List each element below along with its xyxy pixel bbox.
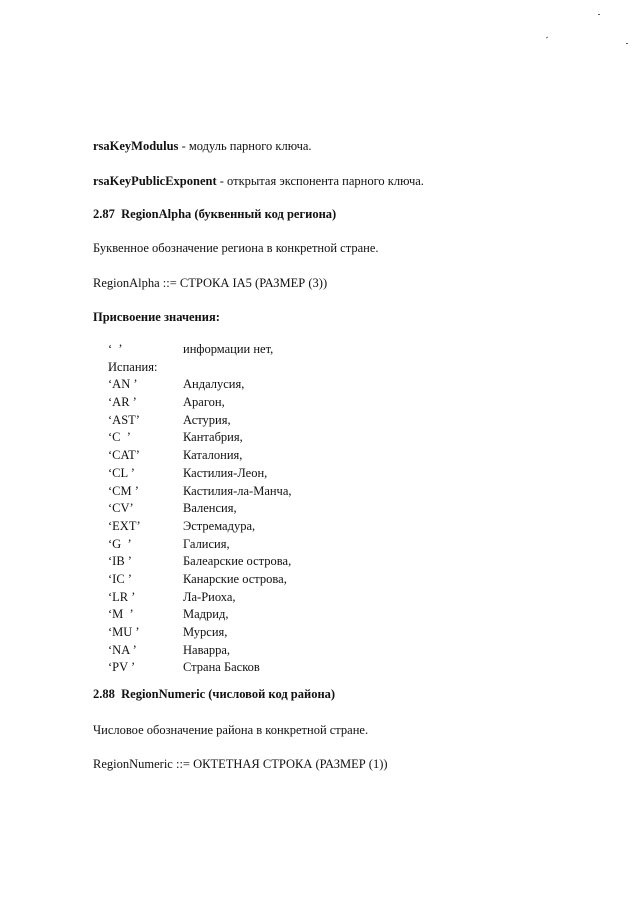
region-name: Галисия, <box>183 536 230 551</box>
region-code: ‘NA ’ <box>108 642 137 657</box>
region-code: ‘AR ’ <box>108 395 137 410</box>
region-code: ‘ ’ <box>108 342 123 356</box>
region-name: Каталония, <box>183 448 243 463</box>
region-name: Кастилия-ла-Манча, <box>183 483 292 498</box>
region-name: Кантабрия, <box>183 430 243 445</box>
region-code: ‘AST’ <box>108 412 140 427</box>
region-code: ‘IC ’ <box>108 571 132 586</box>
region-name: Ла-Риоха, <box>183 589 236 604</box>
region-name: Валенсия, <box>183 501 237 516</box>
region-code: ‘M ’ <box>108 607 134 622</box>
region-code: ‘MU ’ <box>108 625 140 639</box>
section-title: RegionNumeric (числовой код района) <box>121 687 336 701</box>
scan-speck <box>598 14 600 15</box>
region-name: Мурсия, <box>183 625 228 639</box>
region-code: ‘CL ’ <box>108 465 135 480</box>
region-numeric-paragraph: Числовое обозначение района в конкретной стране. <box>93 723 369 737</box>
region-name: информации нет, <box>183 342 274 356</box>
scan-speck <box>546 36 548 38</box>
region-name: Страна Басков <box>183 660 260 675</box>
region-code: ‘AN ’ <box>108 377 138 392</box>
section-title: RegionAlpha (буквенный код региона) <box>121 207 337 221</box>
region-name: Астурия, <box>183 412 231 427</box>
region-name: Наварра, <box>183 642 231 657</box>
region-name: Эстремадура, <box>183 518 256 533</box>
rsa-modulus-definition <box>93 139 312 154</box>
region-name: Балеарские острова, <box>183 554 292 569</box>
region-code: ‘C ’ <box>108 430 131 445</box>
rsa-exponent-description: - открытая экспонента парного ключа. <box>216 174 424 188</box>
rsa-exponent-definition <box>93 174 424 189</box>
region-code: ‘IB ’ <box>108 554 132 569</box>
region-code: ‘PV ’ <box>108 660 136 675</box>
rsa-exponent-term: rsaKeyPublicExponent <box>93 174 217 188</box>
region-code: ‘EXT’ <box>108 518 141 533</box>
section-heading-2-87 <box>93 207 336 222</box>
region-numeric-definition: RegionNumeric ::= ОКТЕТНАЯ СТРОКА (РАЗМЕР (1)) <box>93 757 388 771</box>
rsa-modulus-description: - модуль парного ключа. <box>178 139 312 153</box>
region-code: ‘CV’ <box>108 501 134 516</box>
region-name: Кастилия-Леон, <box>183 465 268 480</box>
section-number: 2.87 <box>93 207 115 221</box>
region-code: ‘CM ’ <box>108 483 139 498</box>
region-name: Мадрид, <box>183 607 229 622</box>
region-name: Андалусия, <box>183 377 245 392</box>
region-code: Испания: <box>108 359 158 374</box>
region-alpha-paragraph: Буквенное обозначение региона в конкретной стране. <box>93 241 379 255</box>
region-code: ‘CAT’ <box>108 448 140 463</box>
region-name: Арагон, <box>183 395 225 410</box>
scan-speck <box>626 43 628 44</box>
region-code: ‘LR ’ <box>108 589 136 604</box>
region-code: ‘G ’ <box>108 536 132 551</box>
rsa-modulus-term: rsaKeyModulus <box>93 139 179 153</box>
section-number: 2.88 <box>93 687 115 701</box>
value-assignment-heading: Присвоение значения: <box>93 310 220 324</box>
region-alpha-definition: RegionAlpha ::= СТРОКА IA5 (РАЗМЕР (3)) <box>93 276 328 290</box>
region-name: Канарские острова, <box>183 571 287 586</box>
section-heading-2-88 <box>93 687 335 702</box>
